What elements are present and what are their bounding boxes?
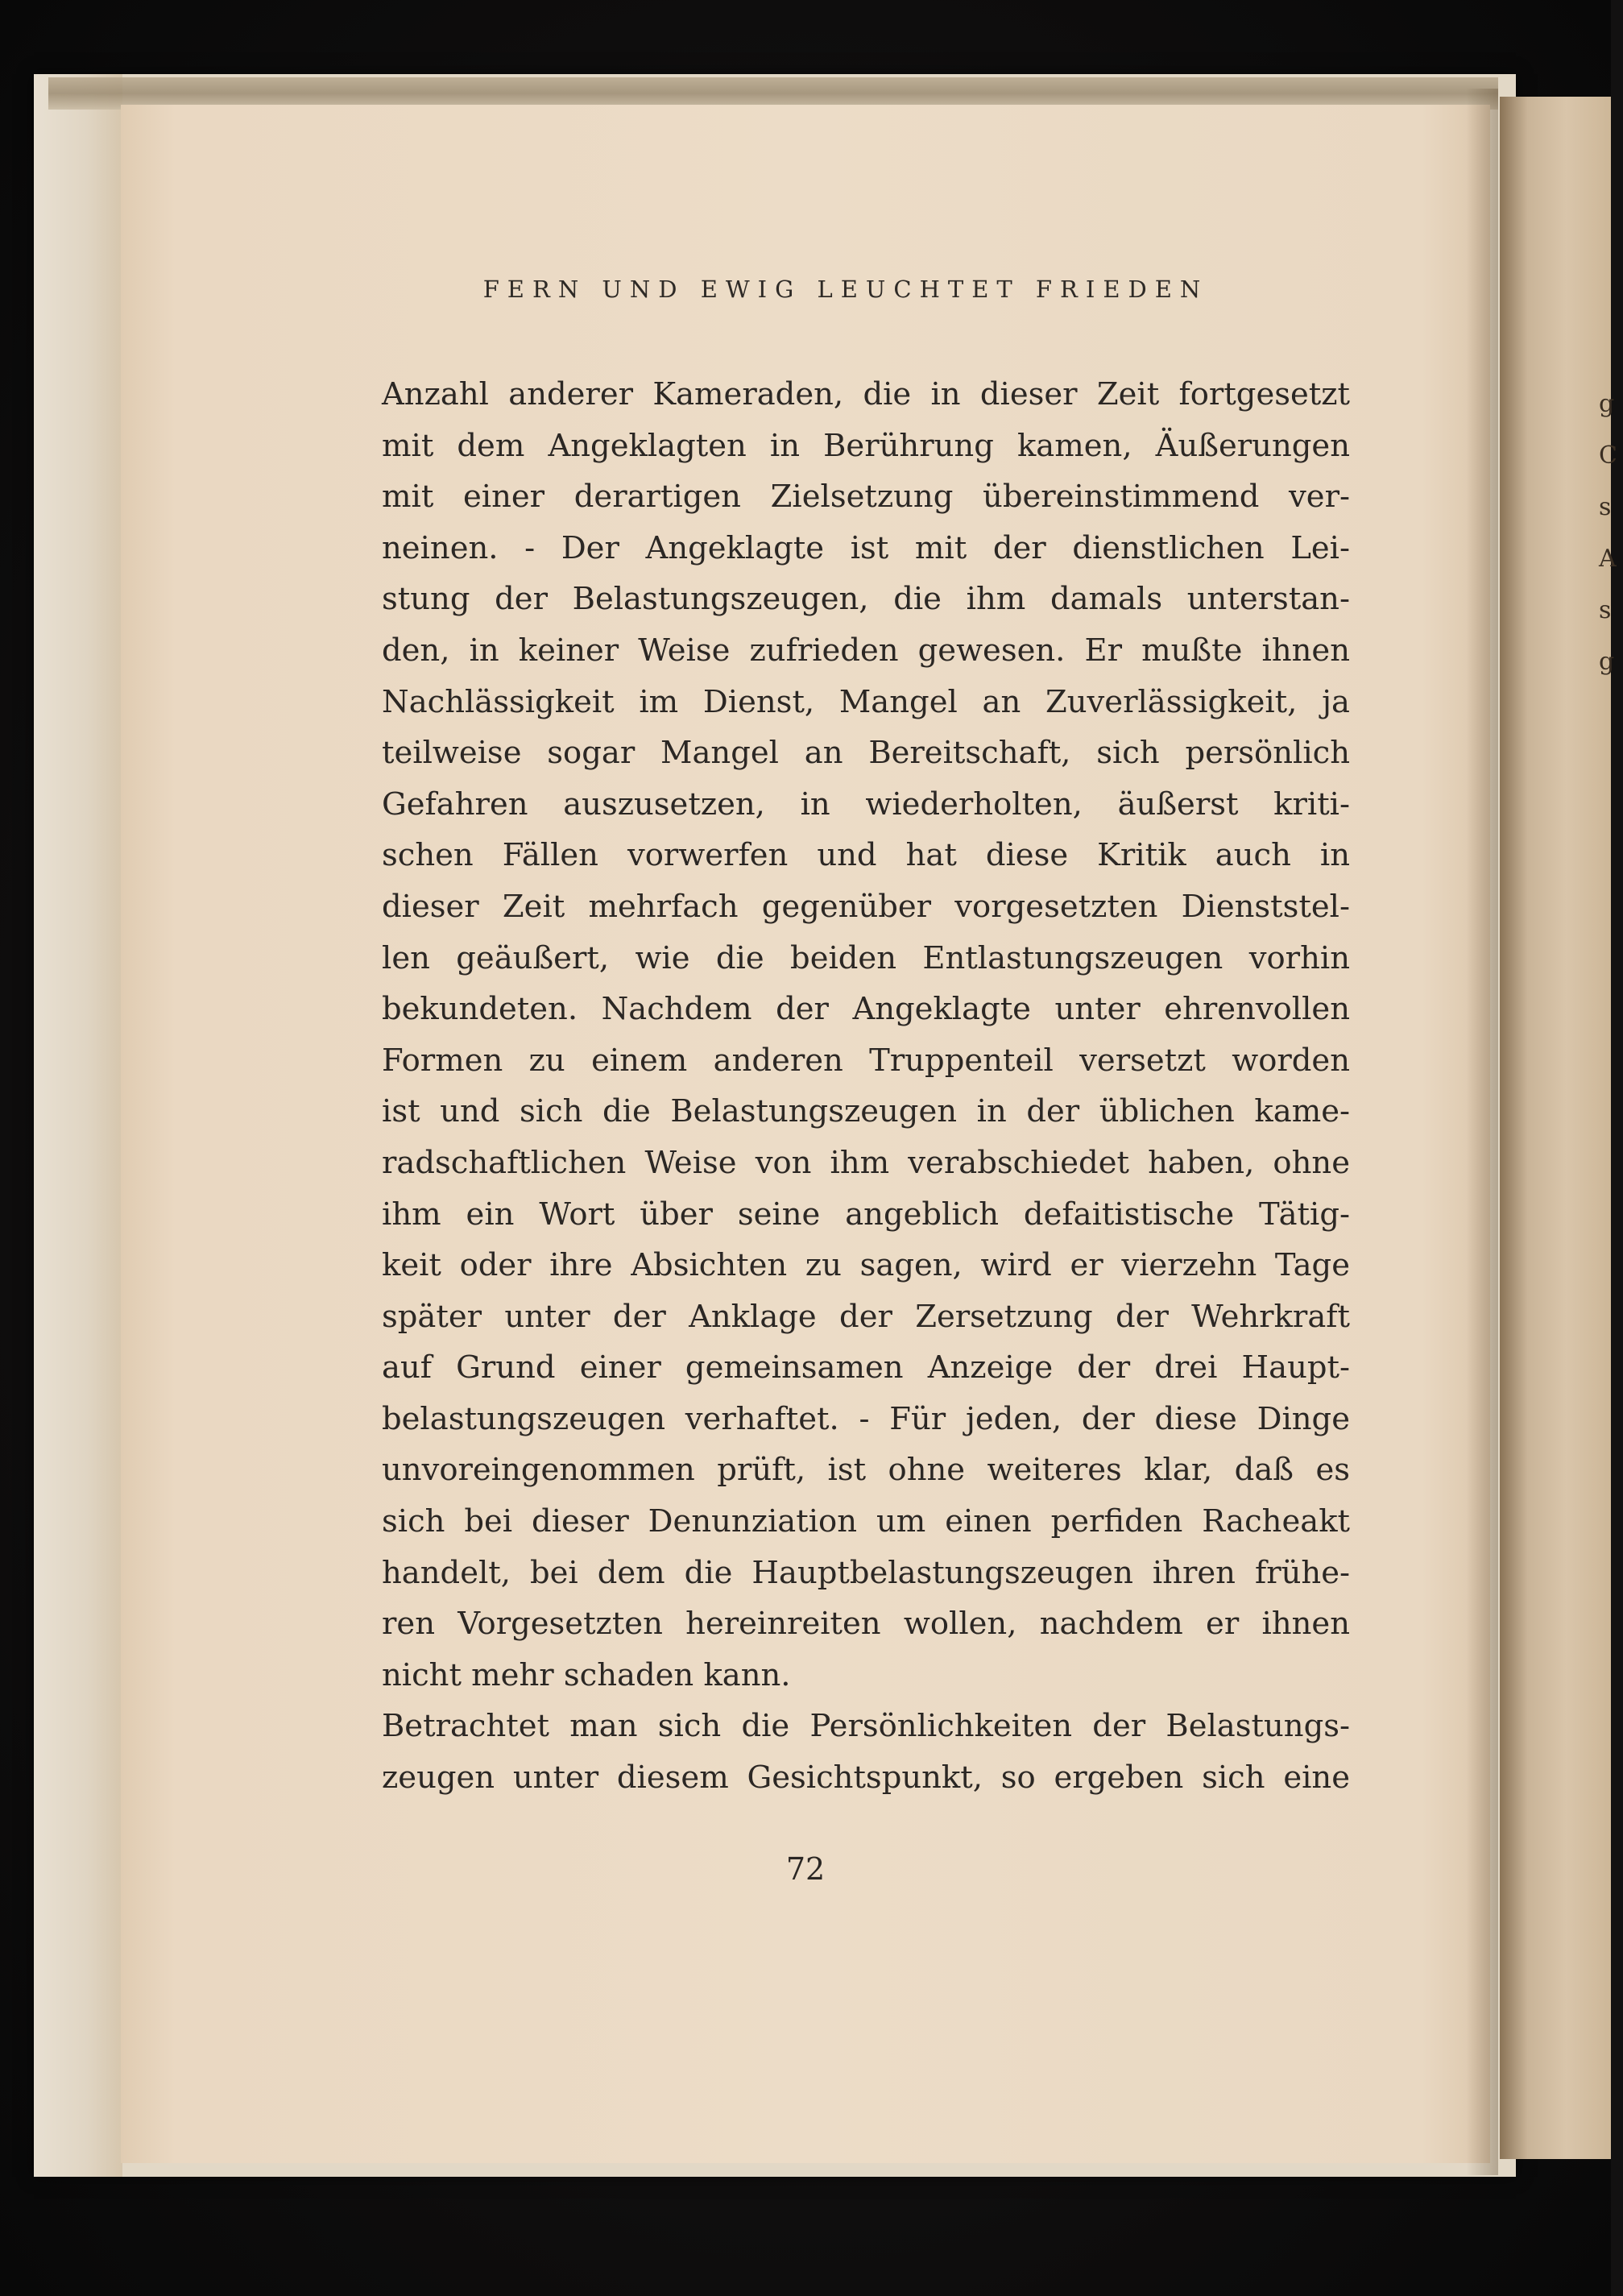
next-page-edge — [1500, 97, 1611, 2159]
text-line: dieser Zeit mehrfach gegenüber vorgesetzten Dienststel- — [382, 888, 1350, 925]
text-line: Anzahl anderer Kameraden, die in dieser Zeit fortgesetzt — [382, 376, 1350, 412]
next-page-letter: A — [1599, 545, 1617, 573]
text-line: Nachlässigkeit im Dienst, Mangel an Zuverlässigkeit, ja — [382, 683, 1350, 720]
next-page-letter: g — [1599, 390, 1615, 418]
text-line: zeugen unter diesem Gesichtspunkt, so ergeben sich eine — [382, 1759, 1350, 1797]
next-page-letter: g — [1599, 648, 1615, 676]
book-cover-left-edge — [34, 74, 122, 2177]
next-page-letter: C — [1599, 441, 1617, 470]
text-line: unvoreingenommen prüft, ist ohne weiteres klar, daß es — [382, 1452, 1350, 1489]
text-line: ihm ein Wort über seine angeblich defaitistische Tätig- — [382, 1196, 1350, 1233]
text-line: Gefahren auszusetzen, in wiederholten, äußerst kriti- — [382, 785, 1350, 823]
text-line: nicht mehr schaden kann. — [382, 1656, 791, 1693]
spine-shadow — [1466, 89, 1498, 2175]
text-line: neinen. - Der Angeklagte ist mit der dienstlichen Lei- — [382, 529, 1350, 566]
next-page-fragment — [1599, 379, 1623, 688]
text-line: radschaftlichen Weise von ihm verabschiedet haben, ohne — [382, 1144, 1350, 1181]
running-head: FERN UND EWIG LEUCHTET FRIEDEN — [482, 276, 1209, 303]
text-line: keit oder ihre Absichten zu sagen, wird er vierzehn Tage — [382, 1247, 1350, 1284]
text-line: len geäußert, wie die beiden Entlastungszeugen vorhin — [382, 939, 1350, 976]
text-line: bekundeten. Nachdem der Angeklagte unter ehrenvollen — [382, 991, 1350, 1028]
text-line: belastungszeugen verhaftet. - Für jeden, der diese Dinge — [382, 1400, 1350, 1437]
text-line: teilweise sogar Mangel an Bereitschaft, sich persönlich — [382, 735, 1350, 772]
text-line: ist und sich die Belastungszeugen in der üblichen kame- — [382, 1093, 1350, 1130]
text-line: handelt, bei dem die Hauptbelastungszeugen ihren frühe- — [382, 1554, 1350, 1591]
text-line: auf Grund einer gemeinsamen Anzeige der drei Haupt- — [382, 1349, 1350, 1386]
text-line: Formen zu einem anderen Truppenteil versetzt worden — [382, 1042, 1350, 1079]
text-line: stung der Belastungszeugen, die ihm damals unterstan- — [382, 581, 1350, 618]
text-line: mit einer derartigen Zielsetzung übereinstimmend ver- — [382, 479, 1350, 516]
next-page-letter: s — [1599, 493, 1612, 521]
page-number: 72 — [785, 1851, 826, 1887]
body-text — [382, 369, 1350, 1804]
text-line: den, in keiner Weise zufrieden gewesen. Er mußte ihnen — [382, 632, 1350, 669]
text-line: Betrachtet man sich die Persönlichkeiten der Belastungs- — [382, 1708, 1350, 1745]
text-line: ren Vorgesetzten hereinreiten wollen, nachdem er ihnen — [382, 1606, 1350, 1643]
text-line: mit dem Angeklagten in Berührung kamen, Äußerungen — [382, 427, 1350, 464]
text-line: sich bei dieser Denunziation um einen perfiden Racheakt — [382, 1503, 1350, 1540]
text-line: schen Fällen vorwerfen und hat diese Kritik auch in — [382, 837, 1350, 874]
next-page-letter: s — [1599, 596, 1612, 624]
text-line: später unter der Anklage der Zersetzung der Wehrkraft — [382, 1298, 1350, 1335]
